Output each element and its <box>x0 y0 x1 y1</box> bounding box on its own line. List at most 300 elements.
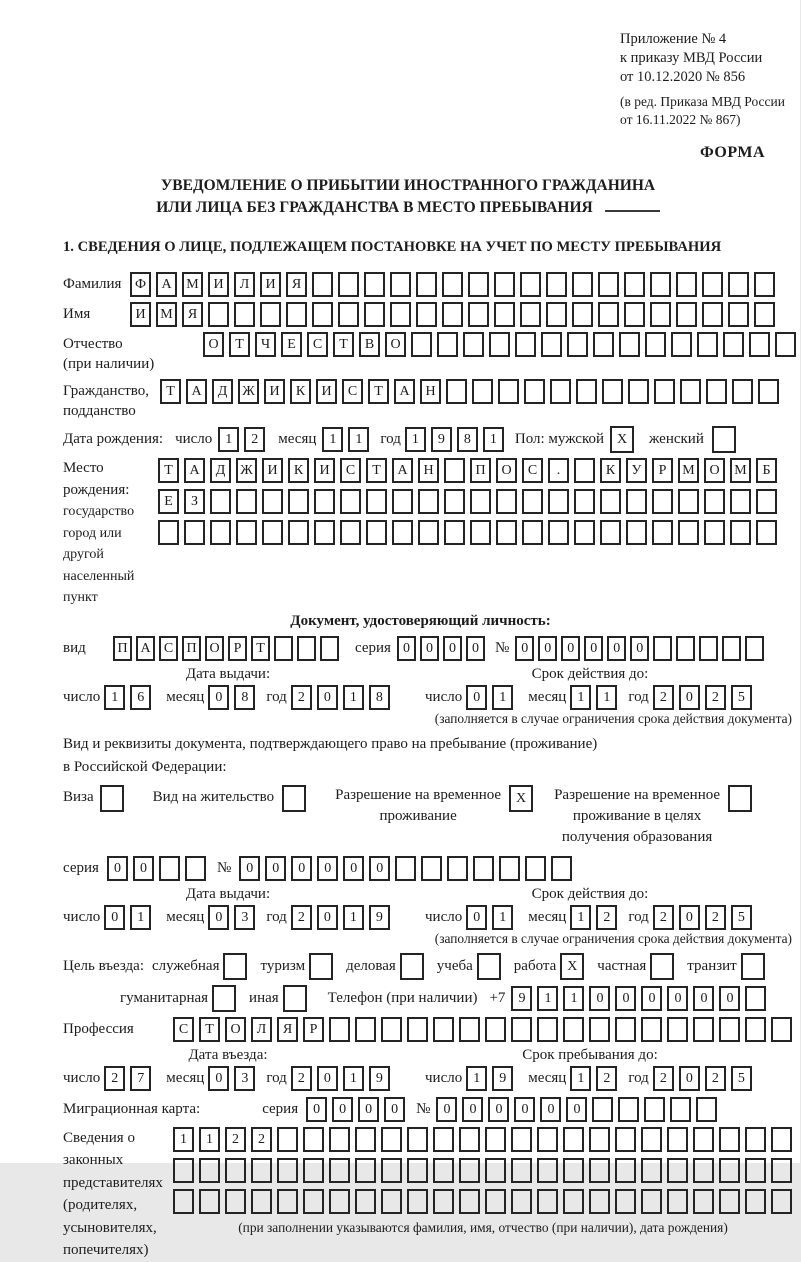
char-box[interactable] <box>477 953 501 980</box>
char-box[interactable] <box>485 1017 506 1042</box>
char-box[interactable] <box>418 489 439 514</box>
residence-issue-day-input[interactable] <box>104 905 156 930</box>
char-box[interactable] <box>262 520 283 545</box>
doc-issue-year-input[interactable] <box>291 685 395 710</box>
char-box[interactable]: С <box>173 1017 194 1042</box>
char-box[interactable] <box>459 1189 480 1214</box>
char-box[interactable]: Е <box>158 489 179 514</box>
char-box[interactable] <box>728 302 749 327</box>
title-blank-line[interactable] <box>605 198 660 212</box>
char-box[interactable] <box>444 489 465 514</box>
char-box[interactable] <box>618 1097 639 1122</box>
char-box[interactable]: 8 <box>234 685 255 710</box>
char-box[interactable] <box>652 520 673 545</box>
char-box[interactable] <box>251 1189 272 1214</box>
stay-year-input[interactable] <box>653 1066 757 1091</box>
char-box[interactable]: В <box>359 332 380 357</box>
char-box[interactable]: 1 <box>466 1066 487 1091</box>
char-box[interactable] <box>522 489 543 514</box>
char-box[interactable]: 2 <box>705 685 726 710</box>
char-box[interactable]: О <box>203 332 224 357</box>
char-box[interactable]: 0 <box>566 1097 587 1122</box>
char-box[interactable]: 5 <box>731 905 752 930</box>
char-box[interactable]: 0 <box>515 636 534 661</box>
char-box[interactable] <box>654 379 675 404</box>
char-box[interactable]: 0 <box>679 685 700 710</box>
doc-number-input[interactable] <box>515 636 768 661</box>
char-box[interactable] <box>473 856 494 881</box>
char-box[interactable]: 9 <box>492 1066 513 1091</box>
char-box[interactable]: 2 <box>291 1066 312 1091</box>
char-box[interactable] <box>728 272 749 297</box>
char-box[interactable] <box>572 272 593 297</box>
char-box[interactable]: Б <box>756 458 777 483</box>
char-box[interactable] <box>277 1189 298 1214</box>
char-box[interactable]: И <box>130 302 151 327</box>
char-box[interactable] <box>433 1127 454 1152</box>
doc-valid-day-input[interactable] <box>466 685 518 710</box>
representatives-row2-input[interactable] <box>173 1158 797 1183</box>
char-box[interactable] <box>407 1158 428 1183</box>
char-box[interactable]: И <box>208 272 229 297</box>
char-box[interactable] <box>355 1158 376 1183</box>
char-box[interactable] <box>470 520 491 545</box>
char-box[interactable] <box>670 1097 691 1122</box>
char-box[interactable] <box>722 636 741 661</box>
char-box[interactable]: 0 <box>641 986 662 1011</box>
char-box[interactable] <box>645 332 666 357</box>
residence-valid-month-input[interactable] <box>570 905 622 930</box>
doc-issue-day-input[interactable] <box>104 685 156 710</box>
char-box[interactable] <box>381 1189 402 1214</box>
char-box[interactable]: Ч <box>255 332 276 357</box>
char-box[interactable] <box>210 520 231 545</box>
char-box[interactable]: 3 <box>234 1066 255 1091</box>
residence-issue-month-input[interactable] <box>208 905 260 930</box>
char-box[interactable]: 1 <box>596 685 617 710</box>
char-box[interactable]: 0 <box>679 1066 700 1091</box>
char-box[interactable] <box>678 489 699 514</box>
migration-series-input[interactable] <box>306 1097 410 1122</box>
char-box[interactable]: 1 <box>570 685 591 710</box>
char-box[interactable] <box>433 1189 454 1214</box>
char-box[interactable] <box>563 1127 584 1152</box>
char-box[interactable] <box>589 1158 610 1183</box>
char-box[interactable] <box>223 953 247 980</box>
migration-number-input[interactable] <box>436 1097 722 1122</box>
char-box[interactable]: И <box>260 272 281 297</box>
char-box[interactable] <box>444 458 465 483</box>
char-box[interactable] <box>572 302 593 327</box>
char-box[interactable]: 0 <box>466 905 487 930</box>
char-box[interactable] <box>468 272 489 297</box>
char-box[interactable]: 0 <box>239 856 260 881</box>
char-box[interactable]: А <box>136 636 155 661</box>
char-box[interactable] <box>297 636 316 661</box>
char-box[interactable] <box>615 1158 636 1183</box>
char-box[interactable] <box>511 1127 532 1152</box>
char-box[interactable]: М <box>156 302 177 327</box>
char-box[interactable] <box>329 1127 350 1152</box>
char-box[interactable] <box>366 489 387 514</box>
char-box[interactable] <box>598 272 619 297</box>
char-box[interactable]: Т <box>229 332 250 357</box>
char-box[interactable] <box>173 1158 194 1183</box>
char-box[interactable]: Я <box>182 302 203 327</box>
char-box[interactable]: 1 <box>570 1066 591 1091</box>
char-box[interactable]: 1 <box>173 1127 194 1152</box>
char-box[interactable]: 0 <box>466 636 485 661</box>
char-box[interactable] <box>314 489 335 514</box>
purpose-transit-checkbox[interactable] <box>741 953 770 980</box>
char-box[interactable] <box>589 1189 610 1214</box>
char-box[interactable]: К <box>290 379 311 404</box>
char-box[interactable]: 6 <box>130 685 151 710</box>
char-box[interactable]: 0 <box>208 1066 229 1091</box>
char-box[interactable]: 1 <box>483 427 504 452</box>
char-box[interactable] <box>593 332 614 357</box>
char-box[interactable]: . <box>548 458 569 483</box>
char-box[interactable]: Л <box>234 272 255 297</box>
char-box[interactable] <box>754 272 775 297</box>
char-box[interactable] <box>699 636 718 661</box>
char-box[interactable] <box>615 1017 636 1042</box>
char-box[interactable] <box>511 1158 532 1183</box>
char-box[interactable]: И <box>264 379 285 404</box>
char-box[interactable]: 1 <box>343 1066 364 1091</box>
char-box[interactable] <box>485 1189 506 1214</box>
char-box[interactable] <box>400 953 424 980</box>
purpose-work-checkbox[interactable] <box>560 953 589 980</box>
char-box[interactable] <box>309 953 333 980</box>
char-box[interactable]: 2 <box>291 905 312 930</box>
char-box[interactable] <box>286 302 307 327</box>
char-box[interactable] <box>696 1097 717 1122</box>
char-box[interactable]: О <box>704 458 725 483</box>
char-box[interactable] <box>320 636 339 661</box>
char-box[interactable] <box>225 1158 246 1183</box>
char-box[interactable] <box>355 1127 376 1152</box>
char-box[interactable]: Ж <box>238 379 259 404</box>
char-box[interactable] <box>472 379 493 404</box>
sex-male-checkbox[interactable] <box>610 426 639 453</box>
char-box[interactable]: 5 <box>731 685 752 710</box>
char-box[interactable]: П <box>470 458 491 483</box>
char-box[interactable]: 0 <box>443 636 462 661</box>
char-box[interactable] <box>732 379 753 404</box>
char-box[interactable] <box>236 489 257 514</box>
char-box[interactable] <box>537 1158 558 1183</box>
char-box[interactable]: 0 <box>332 1097 353 1122</box>
patronymic-input[interactable] <box>203 332 801 357</box>
char-box[interactable] <box>563 1189 584 1214</box>
char-box[interactable] <box>234 302 255 327</box>
char-box[interactable] <box>548 489 569 514</box>
char-box[interactable] <box>704 489 725 514</box>
char-box[interactable]: 5 <box>731 1066 752 1091</box>
char-box[interactable] <box>392 489 413 514</box>
char-box[interactable] <box>741 953 765 980</box>
char-box[interactable] <box>199 1189 220 1214</box>
visa-checkbox[interactable] <box>100 785 129 812</box>
char-box[interactable]: 2 <box>653 1066 674 1091</box>
char-box[interactable] <box>184 520 205 545</box>
phone-input[interactable] <box>511 986 771 1011</box>
char-box[interactable] <box>550 379 571 404</box>
stay-month-input[interactable] <box>570 1066 622 1091</box>
char-box[interactable] <box>650 272 671 297</box>
char-box[interactable]: 9 <box>369 1066 390 1091</box>
char-box[interactable] <box>515 332 536 357</box>
char-box[interactable] <box>511 1017 532 1042</box>
purpose-tourism-checkbox[interactable] <box>309 953 338 980</box>
residence-valid-year-input[interactable] <box>653 905 757 930</box>
char-box[interactable] <box>446 379 467 404</box>
char-box[interactable] <box>667 1158 688 1183</box>
char-box[interactable]: Т <box>199 1017 220 1042</box>
char-box[interactable] <box>520 272 541 297</box>
char-box[interactable]: 1 <box>570 905 591 930</box>
char-box[interactable] <box>719 1189 740 1214</box>
char-box[interactable] <box>496 489 517 514</box>
char-box[interactable]: Т <box>366 458 387 483</box>
char-box[interactable]: Е <box>281 332 302 357</box>
char-box[interactable] <box>158 520 179 545</box>
char-box[interactable] <box>546 302 567 327</box>
char-box[interactable]: О <box>385 332 406 357</box>
char-box[interactable]: А <box>394 379 415 404</box>
char-box[interactable]: 2 <box>596 905 617 930</box>
char-box[interactable]: 0 <box>589 986 610 1011</box>
char-box[interactable] <box>355 1017 376 1042</box>
char-box[interactable] <box>676 302 697 327</box>
birthdate-month-input[interactable] <box>322 427 374 452</box>
representatives-row3-input[interactable] <box>173 1189 797 1214</box>
char-box[interactable] <box>494 302 515 327</box>
char-box[interactable] <box>650 953 674 980</box>
char-box[interactable]: 0 <box>317 1066 338 1091</box>
char-box[interactable] <box>485 1127 506 1152</box>
char-box[interactable] <box>433 1158 454 1183</box>
char-box[interactable]: 0 <box>607 636 626 661</box>
char-box[interactable]: 0 <box>488 1097 509 1122</box>
char-box[interactable]: 0 <box>466 685 487 710</box>
char-box[interactable] <box>756 489 777 514</box>
char-box[interactable]: 9 <box>431 427 452 452</box>
char-box[interactable] <box>548 520 569 545</box>
char-box[interactable] <box>433 1017 454 1042</box>
surname-input[interactable] <box>130 272 780 297</box>
doc-valid-month-input[interactable] <box>570 685 622 710</box>
char-box[interactable] <box>624 272 645 297</box>
char-box[interactable]: 0 <box>667 986 688 1011</box>
char-box[interactable] <box>463 332 484 357</box>
char-box[interactable] <box>574 520 595 545</box>
char-box[interactable]: 8 <box>369 685 390 710</box>
char-box[interactable] <box>416 302 437 327</box>
char-box[interactable] <box>653 636 672 661</box>
char-box[interactable]: 0 <box>104 905 125 930</box>
char-box[interactable] <box>537 1017 558 1042</box>
char-box[interactable]: С <box>307 332 328 357</box>
char-box[interactable] <box>498 379 519 404</box>
char-box[interactable]: О <box>225 1017 246 1042</box>
char-box[interactable] <box>444 520 465 545</box>
char-box[interactable] <box>756 520 777 545</box>
char-box[interactable]: С <box>159 636 178 661</box>
char-box[interactable]: 2 <box>244 427 265 452</box>
char-box[interactable] <box>745 1127 766 1152</box>
char-box[interactable] <box>288 520 309 545</box>
char-box[interactable] <box>745 986 766 1011</box>
char-box[interactable] <box>329 1158 350 1183</box>
char-box[interactable] <box>730 489 751 514</box>
stay-day-input[interactable] <box>466 1066 518 1091</box>
char-box[interactable] <box>390 272 411 297</box>
char-box[interactable]: З <box>184 489 205 514</box>
char-box[interactable]: Р <box>228 636 247 661</box>
char-box[interactable]: Ж <box>236 458 257 483</box>
char-box[interactable] <box>626 489 647 514</box>
char-box[interactable] <box>719 1127 740 1152</box>
char-box[interactable]: X <box>509 785 533 812</box>
char-box[interactable] <box>355 1189 376 1214</box>
char-box[interactable] <box>199 1158 220 1183</box>
doc-issue-month-input[interactable] <box>208 685 260 710</box>
purpose-official-checkbox[interactable] <box>223 953 252 980</box>
char-box[interactable] <box>314 520 335 545</box>
char-box[interactable] <box>628 379 649 404</box>
char-box[interactable] <box>567 332 588 357</box>
char-box[interactable]: 2 <box>705 905 726 930</box>
char-box[interactable] <box>537 1189 558 1214</box>
char-box[interactable]: М <box>730 458 751 483</box>
char-box[interactable]: 0 <box>538 636 557 661</box>
char-box[interactable] <box>392 520 413 545</box>
char-box[interactable]: 2 <box>251 1127 272 1152</box>
char-box[interactable] <box>745 1189 766 1214</box>
char-box[interactable] <box>574 489 595 514</box>
char-box[interactable] <box>442 302 463 327</box>
entry-day-input[interactable] <box>104 1066 156 1091</box>
char-box[interactable] <box>468 302 489 327</box>
char-box[interactable] <box>277 1127 298 1152</box>
entry-month-input[interactable] <box>208 1066 260 1091</box>
char-box[interactable] <box>693 1127 714 1152</box>
char-box[interactable] <box>470 489 491 514</box>
char-box[interactable]: 1 <box>492 685 513 710</box>
birthdate-day-input[interactable] <box>218 427 270 452</box>
char-box[interactable] <box>459 1017 480 1042</box>
char-box[interactable]: Т <box>251 636 270 661</box>
char-box[interactable]: А <box>156 272 177 297</box>
char-box[interactable] <box>494 272 515 297</box>
char-box[interactable] <box>340 520 361 545</box>
char-box[interactable]: 2 <box>705 1066 726 1091</box>
char-box[interactable] <box>288 489 309 514</box>
char-box[interactable] <box>364 302 385 327</box>
char-box[interactable] <box>447 856 468 881</box>
char-box[interactable] <box>678 520 699 545</box>
char-box[interactable] <box>600 520 621 545</box>
char-box[interactable] <box>745 1158 766 1183</box>
char-box[interactable] <box>225 1189 246 1214</box>
char-box[interactable] <box>185 856 206 881</box>
char-box[interactable]: 7 <box>130 1066 151 1091</box>
char-box[interactable]: Ф <box>130 272 151 297</box>
char-box[interactable] <box>381 1127 402 1152</box>
char-box[interactable] <box>641 1189 662 1214</box>
char-box[interactable] <box>338 302 359 327</box>
residence-issue-year-input[interactable] <box>291 905 395 930</box>
birthplace-row2-input[interactable] <box>158 489 782 514</box>
char-box[interactable] <box>730 520 751 545</box>
char-box[interactable] <box>602 379 623 404</box>
char-box[interactable] <box>303 1158 324 1183</box>
char-box[interactable]: М <box>678 458 699 483</box>
char-box[interactable]: Р <box>652 458 673 483</box>
char-box[interactable]: С <box>342 379 363 404</box>
char-box[interactable]: 0 <box>679 905 700 930</box>
char-box[interactable] <box>524 379 545 404</box>
char-box[interactable]: О <box>496 458 517 483</box>
char-box[interactable] <box>459 1158 480 1183</box>
char-box[interactable] <box>489 332 510 357</box>
entry-year-input[interactable] <box>291 1066 395 1091</box>
char-box[interactable]: 9 <box>369 905 390 930</box>
char-box[interactable]: Н <box>420 379 441 404</box>
char-box[interactable] <box>667 1127 688 1152</box>
char-box[interactable]: 8 <box>457 427 478 452</box>
char-box[interactable]: Т <box>368 379 389 404</box>
char-box[interactable] <box>624 302 645 327</box>
char-box[interactable] <box>395 856 416 881</box>
char-box[interactable]: 0 <box>397 636 416 661</box>
sex-female-checkbox[interactable] <box>712 426 741 453</box>
char-box[interactable] <box>641 1127 662 1152</box>
char-box[interactable]: 0 <box>615 986 636 1011</box>
char-box[interactable]: 2 <box>653 905 674 930</box>
char-box[interactable] <box>719 1158 740 1183</box>
purpose-private-checkbox[interactable] <box>650 953 679 980</box>
char-box[interactable]: 0 <box>420 636 439 661</box>
birthplace-row3-input[interactable] <box>158 520 782 545</box>
char-box[interactable]: 2 <box>225 1127 246 1152</box>
char-box[interactable] <box>723 332 744 357</box>
char-box[interactable] <box>574 458 595 483</box>
char-box[interactable]: 1 <box>405 427 426 452</box>
char-box[interactable] <box>381 1017 402 1042</box>
char-box[interactable] <box>421 856 442 881</box>
char-box[interactable] <box>626 520 647 545</box>
residence-number-input[interactable] <box>239 856 577 881</box>
char-box[interactable]: Т <box>158 458 179 483</box>
char-box[interactable] <box>615 1189 636 1214</box>
char-box[interactable]: 1 <box>343 685 364 710</box>
char-box[interactable] <box>525 856 546 881</box>
char-box[interactable] <box>260 302 281 327</box>
char-box[interactable]: С <box>340 458 361 483</box>
char-box[interactable] <box>589 1127 610 1152</box>
char-box[interactable] <box>208 302 229 327</box>
char-box[interactable] <box>329 1189 350 1214</box>
profession-input[interactable] <box>173 1017 797 1042</box>
char-box[interactable]: П <box>113 636 132 661</box>
char-box[interactable]: С <box>522 458 543 483</box>
char-box[interactable] <box>706 379 727 404</box>
char-box[interactable]: 3 <box>234 905 255 930</box>
char-box[interactable] <box>303 1127 324 1152</box>
